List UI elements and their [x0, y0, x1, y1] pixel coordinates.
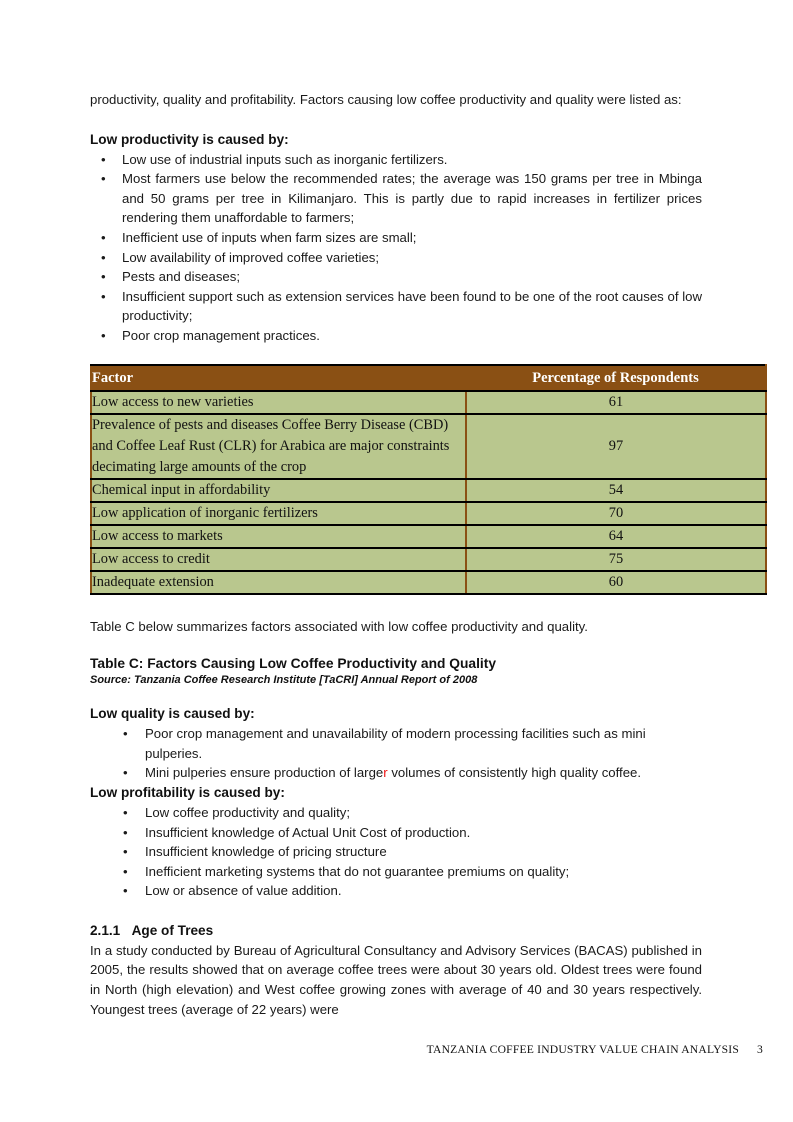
- list-item: [90, 881, 702, 901]
- list-item-text: Low availability of improved coffee varieties;: [122, 249, 380, 265]
- table-intro-paragraph: Table C below summarizes factors associated with low coffee productivity and quality.: [90, 618, 588, 634]
- list-item: [90, 248, 702, 268]
- list-item-text: Low use of industrial inputs such as inorganic fertilizers.: [122, 151, 448, 167]
- list-item: [90, 803, 702, 823]
- list-item-text: Low coffee productivity and quality;: [145, 804, 351, 820]
- table-row: [91, 525, 766, 548]
- bullet-dot-icon: •: [123, 883, 128, 899]
- column-header-percentage: Percentage of Respondents: [466, 365, 766, 391]
- cell-factor: Inadequate extension: [91, 571, 466, 594]
- list-item: [90, 823, 702, 843]
- spacer: [90, 595, 702, 617]
- list-item: [90, 724, 702, 763]
- bullet-dot-icon: •: [101, 151, 106, 167]
- list-item-text: Most farmers use below the recommended rates; the average was 150 grams per tree in Mbinga and 50 grams per tree in Kilimanjaro. This is partly due to rapid increases in fertilizer prices rendering them unaffordable to farmers;: [122, 171, 702, 226]
- bullet-dot-icon: •: [101, 327, 106, 343]
- list-item-text: [145, 765, 641, 780]
- cell-percentage: 54: [466, 479, 766, 502]
- list-item-text: Inefficient marketing systems that do not guarantee premiums on quality;: [145, 863, 570, 879]
- low-productivity-heading: Low productivity is caused by:: [90, 131, 289, 147]
- list-item: [90, 763, 702, 783]
- page-content: [90, 90, 702, 1019]
- list-item: [90, 842, 702, 862]
- table-row: [91, 479, 766, 502]
- cell-percentage: 97: [466, 414, 766, 479]
- list-item-text: Insufficient knowledge of pricing structure: [145, 844, 387, 860]
- list-item: [90, 150, 702, 170]
- list-item-text: Inefficient use of inputs when farm sizes are small;: [122, 229, 417, 245]
- table-row: [91, 414, 766, 479]
- bullet-dot-icon: •: [123, 765, 128, 781]
- bullet-dot-icon: •: [101, 249, 106, 265]
- table-row: [91, 571, 766, 594]
- list-item: [90, 228, 702, 248]
- section-title: Age of Trees: [131, 922, 214, 938]
- cell-percentage: 70: [466, 502, 766, 525]
- bullet-dot-icon: •: [101, 288, 106, 304]
- table-caption-source: Source: Tanzania Coffee Research Institute [TaCRI] Annual Report of 2008: [90, 674, 478, 687]
- intro-paragraph: productivity, quality and profitability. Factors causing low coffee productivity and quality were listed as:: [90, 92, 682, 107]
- bullet-dot-icon: •: [101, 269, 106, 285]
- table-body: [91, 391, 766, 594]
- list-item-text: Pests and diseases;: [122, 269, 241, 285]
- spacer: [90, 688, 702, 704]
- section-heading: [90, 921, 702, 941]
- bullet-dot-icon: •: [101, 229, 106, 245]
- section-paragraph: In a study conducted by Bureau of Agricultural Consultancy and Advisory Services (BACAS) published in 2005, the results showed that on average coffee trees were about 30 years old. Oldest trees were found in North (high elevation) and West coffee growing zones with average of 40 and 30 years respectively. Youngest trees (average of 22 years) were: [90, 942, 702, 1017]
- footer-title: TANZANIA COFFEE INDUSTRY VALUE CHAIN ANALYSIS: [426, 1043, 739, 1056]
- cell-factor: Low access to markets: [91, 525, 466, 548]
- list-item-text-prefix: Mini pulperies ensure production of large: [145, 765, 384, 781]
- list-item: [90, 862, 702, 882]
- list-item-text: Poor crop management and unavailability of modern processing facilities such as mini pulperies.: [145, 726, 646, 761]
- factors-table: [90, 364, 767, 595]
- list-item-text: Poor crop management practices.: [122, 327, 320, 343]
- page-footer: [90, 1043, 763, 1056]
- spacer: [90, 636, 702, 654]
- list-item: [90, 267, 702, 287]
- table-row: [91, 502, 766, 525]
- cell-factor: Prevalence of pests and diseases Coffee Berry Disease (CBD) and Coffee Leaf Rust (CLR) for Arabica are major constraints decimating large amounts of the crop: [91, 414, 466, 479]
- spacer: [90, 346, 702, 364]
- list-item-text: Insufficient support such as extension services have been found to be one of the root causes of low productivity;: [122, 288, 702, 324]
- table-row: [91, 548, 766, 571]
- bullet-dot-icon: •: [123, 824, 128, 840]
- footer-page-number: 3: [757, 1043, 763, 1056]
- low-productivity-list: [90, 150, 702, 346]
- low-quality-list: [90, 724, 702, 783]
- cell-factor: Low access to credit: [91, 548, 466, 571]
- table-header-row: [91, 365, 766, 391]
- low-quality-heading: Low quality is caused by:: [90, 706, 255, 722]
- table-row: [91, 391, 766, 414]
- list-item-text-highlight: r: [383, 765, 388, 781]
- spacer: [90, 901, 702, 921]
- list-item: [90, 326, 702, 346]
- bullet-dot-icon: •: [123, 804, 128, 820]
- section-heading-gap: [120, 923, 131, 938]
- list-item: [90, 169, 702, 228]
- cell-percentage: 75: [466, 548, 766, 571]
- cell-factor: Chemical input in affordability: [91, 479, 466, 502]
- list-item-text: Low or absence of value addition.: [145, 883, 342, 899]
- cell-percentage: 61: [466, 391, 766, 414]
- list-item-text-suffix: volumes of consistently high quality coffee.: [387, 765, 642, 781]
- bullet-dot-icon: •: [123, 863, 128, 879]
- bullet-dot-icon: •: [123, 726, 128, 742]
- column-header-factor: Factor: [91, 365, 466, 391]
- table-header: [91, 365, 766, 391]
- cell-percentage: 60: [466, 571, 766, 594]
- table-caption-title: Table C: Factors Causing Low Coffee Productivity and Quality: [90, 656, 497, 672]
- bullet-dot-icon: •: [101, 171, 106, 187]
- section-number: 2.1.1: [90, 922, 121, 938]
- low-profitability-heading: Low profitability is caused by:: [90, 784, 285, 800]
- low-profitability-list: [90, 803, 702, 901]
- list-item-text: Insufficient knowledge of Actual Unit Cost of production.: [145, 824, 471, 840]
- cell-factor: Low application of inorganic fertilizers: [91, 502, 466, 525]
- cell-factor: Low access to new varieties: [91, 391, 466, 414]
- list-item: [90, 287, 702, 326]
- bullet-dot-icon: •: [123, 844, 128, 860]
- cell-percentage: 64: [466, 525, 766, 548]
- spacer: [90, 110, 702, 130]
